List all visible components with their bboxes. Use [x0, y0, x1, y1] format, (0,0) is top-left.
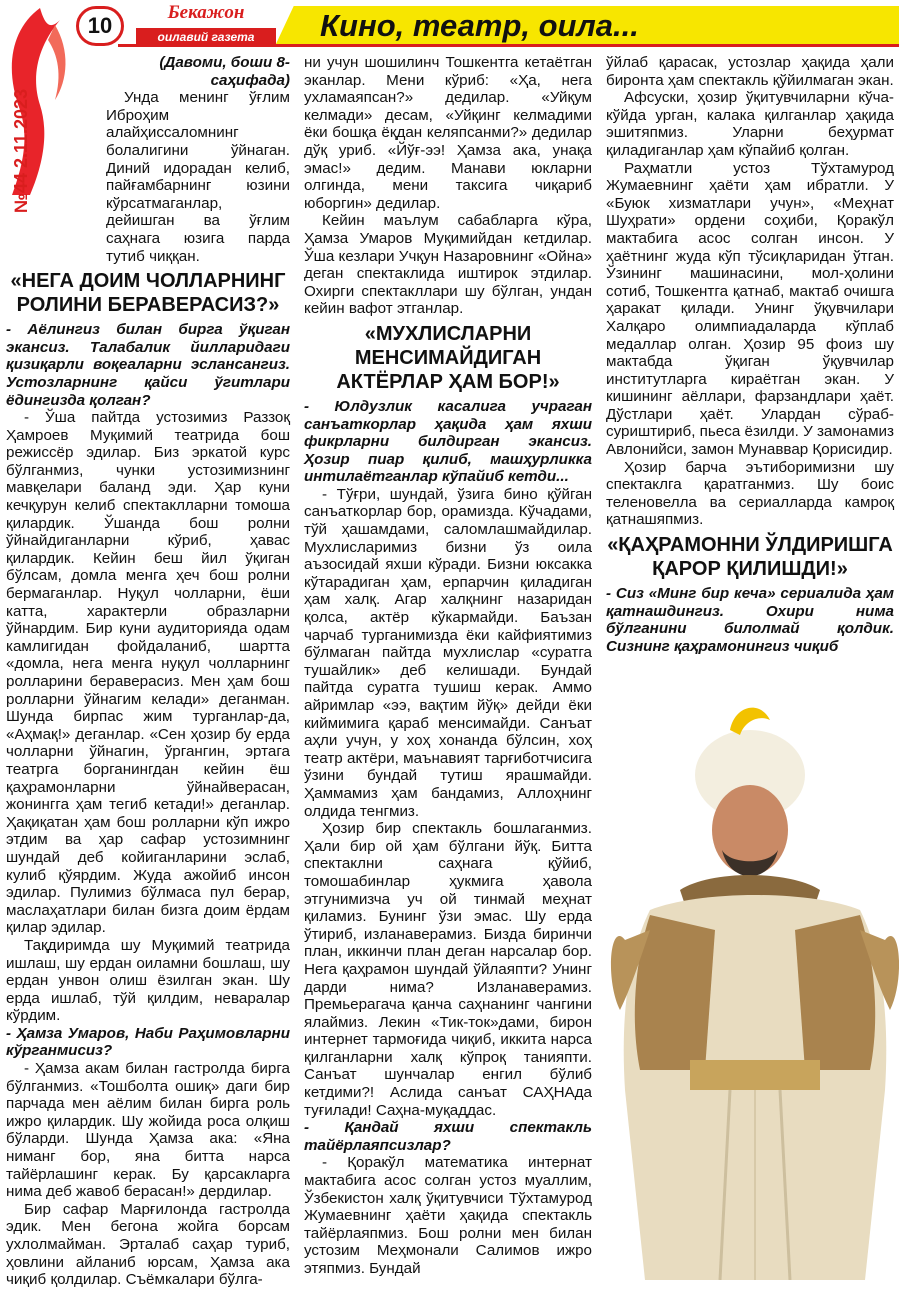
page-number: 10	[76, 6, 124, 46]
brand-name: Бекажон	[167, 2, 245, 23]
paragraph: Тақдиримда шу Муқимий театрида ишлаш, шу ердан оиламни бошлаш, шу ердан унвон олиш ёзилган экан. Шу ерда ишлаб, тўй қилдим, неваралар кўрдим.	[6, 936, 290, 1025]
page-header	[0, 0, 899, 52]
paragraph: ни учун шошилинч Тошкентга кетаётган эканлар. Мени кўриб: «Ҳа, нега ухламаяпсан?» дедилар. «Уйқум келмади» десам, «Уйқинг келмадими ёки бошқа ёқдан келяпсанми?» дедилар дўқ уриб. «Йўғ-ээ! Ҳамза ака, унақа эмас!» дедим. Манави юкларни олгинда, мени таксига чиқариб юборгин» дедилар.	[304, 54, 592, 212]
paragraph: Ҳозир бир спектакль бошлаганмиз. Ҳали бир ой ҳам бўлгани йўқ. Битта спектаклни саҳнага қўйиб, томошабинлар ҳукмига ҳавола этгунимизча уч ой тинмай меҳнат қиламиз. Бунинг ўзи эмас. Шу ерда ўтириб, изланаверамиз. Бизда биринчи план, иккинчи план деган нарсалар бор. Нега қаҳрамон шундай ўйлаяпти? Унинг дарди нима? Изланаверамиз. Премьерагача қанча саҳнанинг чангини ялаймиз. Лекин «Тик-ток»дами, бирон интернет тармоғида чиқиб, иккита нарса қилганларни халқ кўпроқ танияпти. Санъат шунчалар енгил бўлиб кетдими?! Аслида санъат САҲНАда туғилади! Саҳна-муқаддас.	[304, 820, 592, 1119]
column-1	[6, 54, 290, 1289]
paragraph: - Ўша пайтда устозимиз Раззоқ Ҳамроев Муқимий театрида бош режиссёр эдилар. Биз эркатой курс бўлганмиз, чунки устозимизнинг мавқелари баланд эди. Ҳар куни кечқурун келиб спектаклларни томоша қилардик. Ўшанда бош ролни ўйнайдиганларни кўриб, ҳавас қилардик. Кейин беш йил ўқиган бўлсам, домла менга ҳеч бош ролни бермаганлар. Нуқул чолларни, ёши катта, характерли образларни ўйнардим. Бир куни аудиторияда одам камлигидан фойдаланиб, шартта «домла, нега менга нуқул чолларнинг ролларини бераверасиз. Мен ҳам бош ролларни ўйнагим келади» деганман. Шунда бирпас жим турганлар-да, «Аҳмақ!» деганлар. «Сен ҳозир бу ерда чолларни ўйнагин, ўргангин, эртага театрга борганингдан кейин ёш қаҳрамонларни ўйнайверасан, жонингга ҳам тегиб кетади!» деганлар. Ҳақиқатан ҳам бош ролларни кўп ижро этдим ва ҳар сафар устозимнинг шундай деб койиганларини эслаб, кулиб қўярдим. Жуда ажойиб инсон эдилар. Пулимиз бўлмаса пул берар, маслаҳатлари билан бизга доим ёрдам қилар эдилар.	[6, 409, 290, 937]
paragraph: Раҳматли устоз Тўхтамурод Жумаевнинг ҳаёти ҳам ибратли. У «Буюк хизматлари учун», «Меҳнат Шуҳрати» ордени соҳиби, Қоракўл мактабига асос солган инсон. У ҳаётнинг жуда кўп тўсиқларидан ўтган. Ўзининг машинасини, мол-ҳолини сотиб, Тошкентга қатнаб, мактаб очишга ҳаракат қилади. Унинг ўқувчилари Халқаро олимпиадаларда кўплаб медаллар олган. Ҳозир 95 фоиз шу мактабда ўқиган ўқувчилар институтларга кираётган экан. У кишининг аёллари, фарзандлари ҳаёт. Дўстлари ҳаёт. Улардан сўраб-суриштириб, пьеса ёзилди. У замонамиз Авлонийси, замон Мунаввар Қорисидир.	[606, 159, 894, 459]
column-2	[304, 54, 592, 1278]
column-3	[606, 54, 894, 655]
issue-date: №44 2.11.2023	[11, 88, 31, 214]
paragraph: - Тўғри, шундай, ўзига бино қўйган санъаткорлар бор, орамизда. Кўчадами, тўй ҳашамдами, саломлашмайдилар. Мухлисларимиз бизни ўз оила аъзосидай яхши кўради. Бизни юксакка кўтарадиган ҳам, ерпарчин қиладиган ҳам халқ. Агар халқнинг назаридан қолса, актёр кўкармайди. Баъзан чарчаб турганимизда ёки кайфиятимиз бўлмаган пайтда мухлислар «суратга тушайлик» деб келишади. Бундай пайтда суратга тушиш керак. Аммо айримлар «ээ, вақтим йўқ» дейди ёки киймимига қараб менсимайди. Санъат аҳли учун, у хоҳ хонанда бўлсин, хоҳ театр актёри, маънавият тарғиботчисига ўзини бундай тутиш ярашмайди. Ҳаммамиз ҳам бандамиз, Аллоҳнинг олдида тенгмиз.	[304, 485, 592, 820]
paragraph: Кейин маълум сабабларга кўра, Ҳамза Умаров Муқимийдан кетдилар. Ўша кезлари Учқун Назаровнинг «Ойна» деган спектаклида иштирок этдилар. Охирги спектакллари шу бўлган, ундан кейин вафот этганлар.	[304, 212, 592, 318]
paragraph: Унда менинг ўғлим Иброҳим алайҳиссаломнинг болалигини ўйнаган. Диний идорадан келиб, пайғамбарнинг юзини кўрсатмаганлар, дейишган ва ўғлим саҳнага юзига парда тутиб чиққан.	[106, 89, 290, 265]
paragraph: Бир сафар Марғилонда гастролда эдик. Мен бегона жойга борсам ухлолмайман. Эрталаб саҳар туриб, ҳовлини айланиб юрсам, Ҳамза ака чиқиб қолдилар. Съёмкалари бўлга-	[6, 1200, 290, 1289]
section-title: Кино, театр, оила...	[320, 8, 639, 43]
paragraph: Ҳозир барча эътиборимизни шу спектаклга қаратганмиз. Шу боис теленовелла ва сериалларда камроқ қатнашяпмиз.	[606, 458, 894, 529]
actor-costume-photo	[610, 690, 899, 1280]
question: - Қандай яхши спектакль тайёрлаяпсизлар?	[304, 1119, 592, 1154]
newspaper-brand	[136, 2, 276, 46]
brand-subtitle: оилавий газета	[136, 28, 276, 46]
headline: «ҚАҲРАМОННИ ЎЛДИРИШГА ҚАРОР ҚИЛИШДИ!»	[607, 534, 893, 581]
paragraph: - Қоракўл математика интернат мактабига асос солган устоз муаллим, Ўзбекистон халқ ўқитувчиси Тўхтамурод Жумаевнинг ҳаёти ҳақида спектакль тайёрлаяпмиз. Бош ролни мен билан устозим Меҳмонали Салимов ижро этяпмиз. Бундай	[304, 1154, 592, 1277]
headline: «НЕГА ДОИМ ЧОЛЛАРНИНГ РОЛИНИ БЕРАВЕРАСИЗ?»	[10, 270, 286, 317]
question: - Сиз «Минг бир кеча» сериалида ҳам қатнашдингиз. Охири нима бўлганини билолмай қолдик. Сизнинг қаҳрамонингиз чиқиб	[606, 585, 894, 655]
paragraph: - Ҳамза акам билан гастролда бирга бўлганмиз. «Тошболта ошиқ» даги бир парчада мен аёлим билан бирга роль ижро қилардик. Шу жойида роса олқиш бўларди. Шунда Ҳамза ака: «Яна ниманг бор, яна битта нарса тайёрлашинг керак. Бу қарсакларга нима деб жавоб берасан!» дердилар.	[6, 1060, 290, 1201]
headline: «МУХЛИСЛАРНИ МЕНСИМАЙДИГАН АКТЁРЛАР ҲАМ БОР!»	[336, 322, 560, 393]
question: - Аёлингиз билан бирга ўқиган экансиз. Талабалик йилларидаги қизиқарли воқеаларни эслансангиз. Устозларнинг қайси ўгитлари ёдингизда қолган?	[6, 321, 290, 409]
continued-note: (Давоми, боши 8-саҳифада)	[159, 54, 290, 89]
paragraph: Афсуски, ҳозир ўқитувчиларни кўча-кўйда урган, калака қилганлар ҳақида эшитяпмиз. Уларни беҳурмат қиладиганлар ҳам кўпайиб қолган.	[606, 89, 894, 159]
question: - Ҳамза Умаров, Наби Раҳимовларни кўрганмисиз?	[6, 1024, 290, 1060]
paragraph: ўйлаб қарасак, устозлар ҳақида ҳали биронта ҳам спектакль қўйилмаган экан.	[606, 54, 894, 89]
question: - Юлдузлик касалига учраган санъаткорлар ҳақида ҳам яхши фикрларни билдирган экансиз. Ҳозир пиар қилиб, машҳурликка интилаётганлар кўпайиб кетди...	[304, 397, 592, 486]
